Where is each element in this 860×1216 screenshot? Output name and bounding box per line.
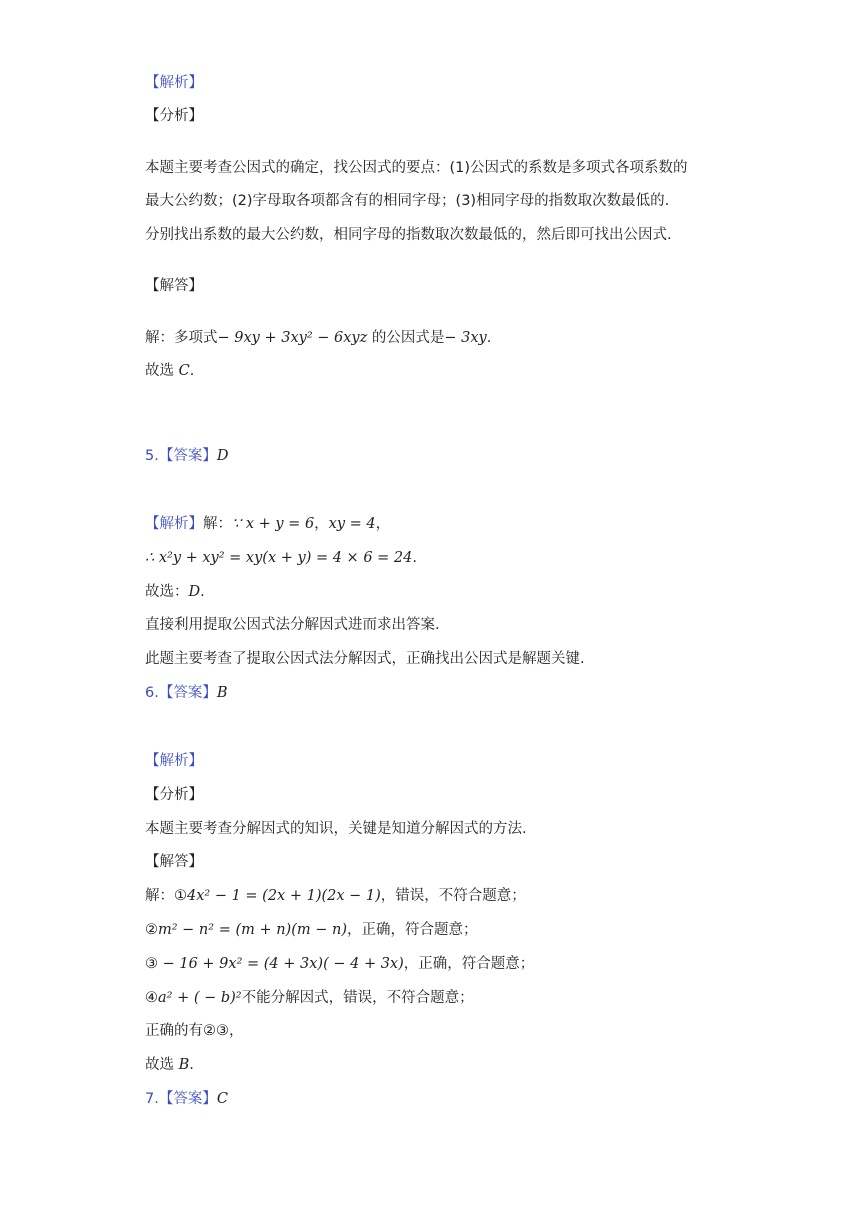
q6-item-2-expr: m² − n² = (m + n)(m − n) [158, 922, 347, 938]
q5-choice-end: . [200, 584, 205, 600]
q4-analysis-line-2: 最大公约数；(2)字母取各项都含有的相同字母；(3)相同字母的指数取次数最低的. [145, 193, 670, 209]
q4-analysis-line-3: 分别找出系数的最大公约数，相同字母的指数取次数最低的，然后即可找出公因式. [145, 227, 672, 243]
q6-item-3-text: ，正确，符合题意； [403, 956, 535, 972]
q5-answer-tag: 【答案】 [158, 448, 217, 464]
q6-answer: B [216, 685, 228, 701]
q5-derivation-expr: ∴ x²y + xy² = xy(x + y) = 4 × 6 = 24 [145, 550, 413, 566]
q5-given-line [145, 514, 390, 534]
q5-choice-line [145, 582, 205, 602]
q6-correct-items: 正确的有②③， [145, 1023, 244, 1039]
q5-answer-line [145, 446, 228, 466]
q4-jieda-heading: 【解答】 [145, 278, 203, 294]
q6-choice-letter: B [178, 1057, 190, 1073]
q5-derivation-end: . [412, 550, 417, 566]
q5-given-expr-2: xy = 4 [328, 516, 376, 532]
q4-solution-mid: 的公因式是 [371, 330, 445, 346]
q4-choice-end: . [189, 363, 195, 379]
q4-solution-prefix: 解：多项式 [145, 330, 218, 346]
q6-item-4-expr: a² + ( − b)² [158, 990, 242, 1006]
q5-given-expr-1: ∵ x + y = 6 [232, 516, 315, 532]
q4-common-factor: − 3xy [444, 330, 487, 346]
q7-answer-line [145, 1089, 228, 1109]
q5-note-2: 此题主要考查了提取公因式法分解因式，正确找出公因式是解题关键. [145, 651, 585, 667]
q5-given-end: ， [375, 516, 391, 532]
q6-number: 6. [145, 685, 159, 701]
q5-given-sep: ， [314, 516, 329, 532]
q5-given-prefix: 解： [203, 516, 232, 532]
q6-item-3 [145, 954, 534, 974]
q5-note-1: 直接利用提取公因式法分解因式进而求出答案. [145, 617, 440, 633]
q6-item-3-prefix: ③ [145, 956, 158, 972]
q6-jieda-heading: 【解答】 [145, 854, 203, 870]
q7-answer: C [216, 1091, 228, 1107]
q6-item-2-prefix: ② [145, 922, 158, 938]
q5-choice-prefix: 故选： [145, 584, 189, 600]
q4-analysis-line-1: 本题主要考查公因式的确定，找公因式的要点：(1)公因式的系数是多项式各项系数的 [145, 160, 688, 176]
q5-answer: D [216, 448, 229, 464]
q6-item-1-prefix: 解：① [145, 888, 187, 904]
q5-derivation-line [145, 548, 417, 568]
q5-number: 5. [145, 448, 159, 464]
q6-item-3-expr: − 16 + 9x² = (4 + 3x)( − 4 + 3x) [158, 956, 404, 972]
q6-analysis-tag: 【解析】 [145, 753, 203, 769]
q6-item-1 [145, 886, 526, 906]
q4-polynomial-expression: − 9xy + 3xy² − 6xyz [217, 330, 368, 346]
q5-choice-letter: D [188, 584, 201, 600]
q6-item-2-text: ，正确，符合题意； [347, 922, 478, 938]
q6-choice-prefix: 故选 [145, 1057, 179, 1073]
q4-fenxi-heading: 【分析】 [145, 108, 203, 124]
q6-item-4-prefix: ④ [145, 990, 158, 1006]
q4-analysis-tag: 【解析】 [145, 75, 203, 91]
q6-item-4-text: 不能分解因式，错误，不符合题意； [241, 990, 474, 1006]
q6-item-4 [145, 988, 474, 1008]
q6-answer-tag: 【答案】 [158, 685, 217, 701]
q4-solution-line [145, 328, 491, 348]
q4-choice-letter: C [178, 363, 190, 379]
q6-fenxi-heading: 【分析】 [145, 787, 203, 803]
q6-choice-end: . [189, 1057, 194, 1073]
q6-answer-line [145, 683, 228, 703]
q4-choice-prefix: 故选 [145, 363, 179, 379]
q6-item-1-text: ，错误，不符合题意； [380, 888, 526, 904]
q4-solution-end: . [486, 330, 492, 346]
q7-number: 7. [145, 1091, 159, 1107]
q4-choice-line [145, 361, 194, 381]
q6-analysis-text: 本题主要考查分解因式的知识，关键是知道分解因式的方法. [145, 821, 527, 837]
q7-answer-tag: 【答案】 [158, 1091, 217, 1107]
q6-item-1-expr: 4x² − 1 = (2x + 1)(2x − 1) [187, 888, 381, 904]
q6-choice-line [145, 1055, 194, 1075]
q5-analysis-tag: 【解析】 [145, 516, 203, 532]
q6-item-2 [145, 920, 478, 940]
